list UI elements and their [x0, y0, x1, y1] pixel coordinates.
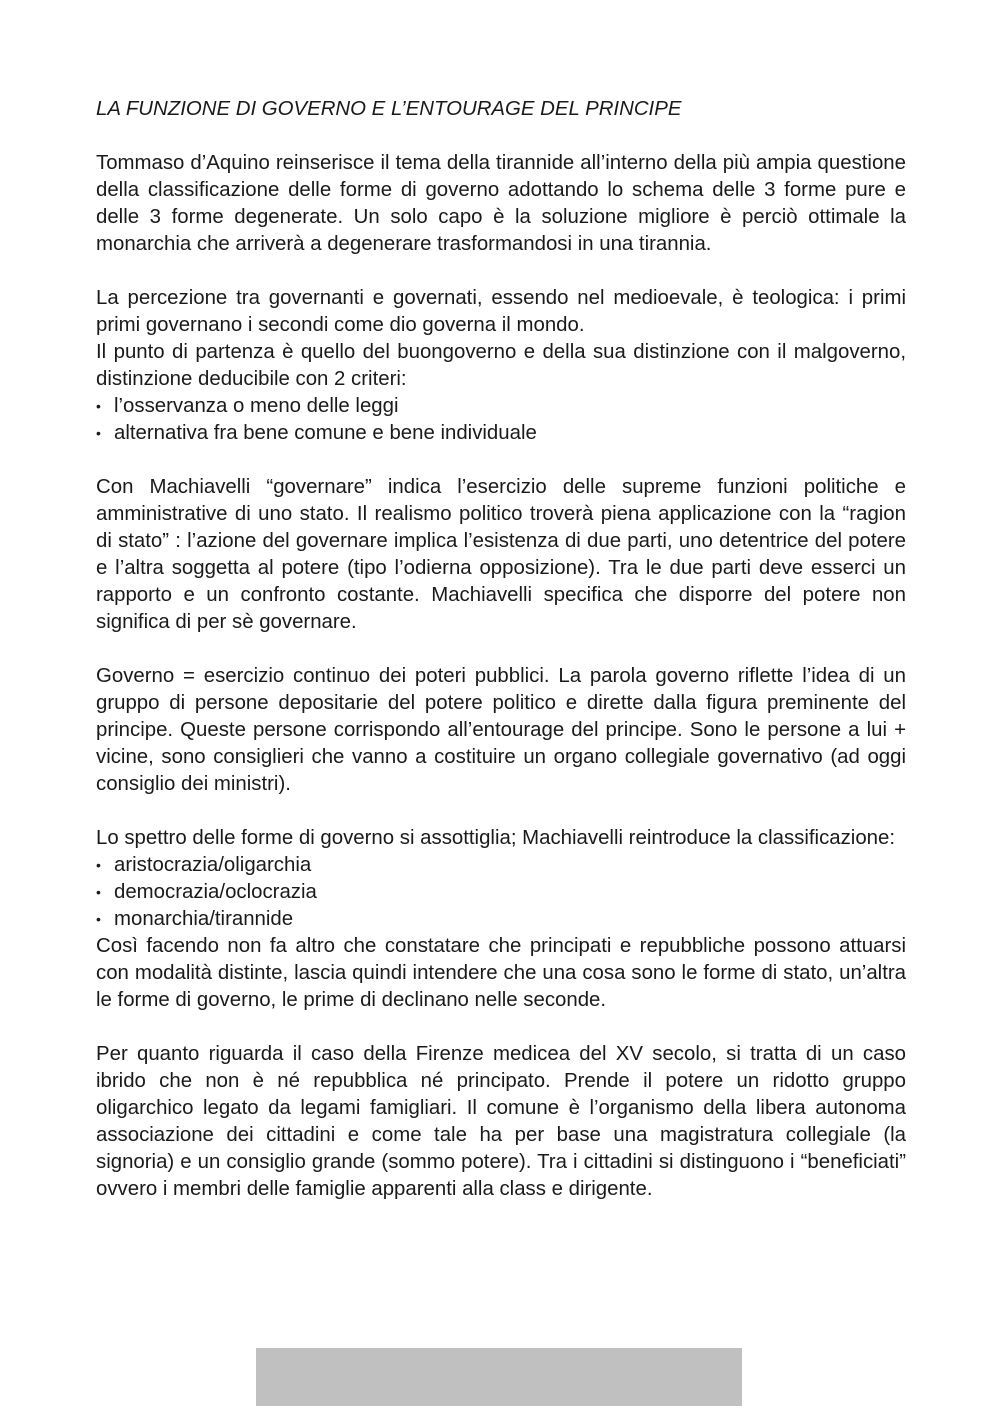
- list-item: [96, 420, 906, 447]
- paragraph-machiavelli: Con Machiavelli “governare” indica l’esercizio delle supreme funzioni politiche e amministrative di uno stato. Il realismo politico troverà piena applicazione con la “ragion di stato” : l’azione del governare implica l’esistenza di due parti, uno detentrice del potere e l’altra soggetta al potere (tipo l’odierna opposizione). Tra le due parti deve esserci un rapporto e un confronto costante. Machiavelli specifica che disporre del potere non significa di per sè governare.: [96, 476, 906, 633]
- bullet-icon: •: [96, 398, 101, 414]
- list-item-text: l’osservanza o meno delle leggi: [114, 395, 399, 417]
- paragraph-governo: Governo = esercizio continuo dei poteri pubblici. La parola governo riflette l’idea di un gruppo di persone depositarie del potere politico e dirette dalla figura preminente del principe. Queste persone corrispondo all’entourage del principe. Sono le persone a lui + vicine, sono consiglieri che vanno a costituire un organo collegiale governativo (ad oggi consiglio dei ministri).: [96, 665, 906, 795]
- paragraph-percezione: La percezione tra governanti e governati, essendo nel medioevale, è teologica: i primi primi governano i secondi come dio governa il mondo.: [96, 287, 906, 336]
- bullet-icon: •: [96, 857, 101, 873]
- paragraph-gap: [96, 1014, 906, 1041]
- forms-list: [96, 852, 906, 933]
- list-item-text: alternativa fra bene comune e bene individuale: [114, 422, 537, 444]
- paragraph-gap: [96, 798, 906, 825]
- list-item-text: aristocrazia/oligarchia: [114, 854, 312, 876]
- document-title: LA FUNZIONE DI GOVERNO E L’ENTOURAGE DEL PRINCIPE: [96, 98, 682, 120]
- bullet-icon: •: [96, 884, 101, 900]
- list-item-text: monarchia/tirannide: [114, 908, 294, 930]
- document-body: [96, 96, 906, 1203]
- paragraph-spettro: Lo spettro delle forme di governo si assottiglia; Machiavelli reintroduce la classificazione:: [96, 827, 896, 849]
- paragraph-punto-partenza: Il punto di partenza è quello del buongoverno e della sua distinzione con il malgoverno, distinzione deducibile con 2 criteri:: [96, 341, 906, 390]
- paragraph-gap: [96, 447, 906, 474]
- list-item: [96, 879, 906, 906]
- paragraph-firenze: Per quanto riguarda il caso della Firenze medicea del XV secolo, si tratta di un caso ibrido che non è né repubblica né principato. Prende il potere un ridotto gruppo oligarchico legato da legami famigliari. Il comune è l’organismo della libera autonoma associazione dei cittadini e come tale ha per base una magistratura collegiale (la signoria) e un consiglio grande (sommo potere). Tra i cittadini si distinguono i “beneficiati” ovvero i membri delle famiglie apparenti alla class e dirigente.: [96, 1043, 906, 1200]
- paragraph-tommaso: Tommaso d’Aquino reinserisce il tema della tirannide all’interno della più ampia questione della classificazione delle forme di governo adottando lo schema delle 3 forme pure e delle 3 forme degenerate. Un solo capo è la soluzione migliore è perciò ottimale la monarchia che arriverà a degenerare trasformandosi in una tirannia.: [96, 152, 906, 255]
- criteria-list: [96, 393, 906, 447]
- list-item: [96, 852, 906, 879]
- list-item-text: democrazia/oclocrazia: [114, 881, 317, 903]
- paragraph-gap: [96, 258, 906, 285]
- paragraph-gap: [96, 636, 906, 663]
- footer-bar: [256, 1348, 742, 1406]
- bullet-icon: •: [96, 425, 101, 441]
- list-item: [96, 906, 906, 933]
- list-item: [96, 393, 906, 420]
- bullet-icon: •: [96, 911, 101, 927]
- paragraph-cosi-facendo: Così facendo non fa altro che constatare che principati e repubbliche possono attuarsi con modalità distinte, lascia quindi intendere che una cosa sono le forme di stato, un’altra le forme di governo, le prime di declinano nelle seconde.: [96, 935, 906, 1011]
